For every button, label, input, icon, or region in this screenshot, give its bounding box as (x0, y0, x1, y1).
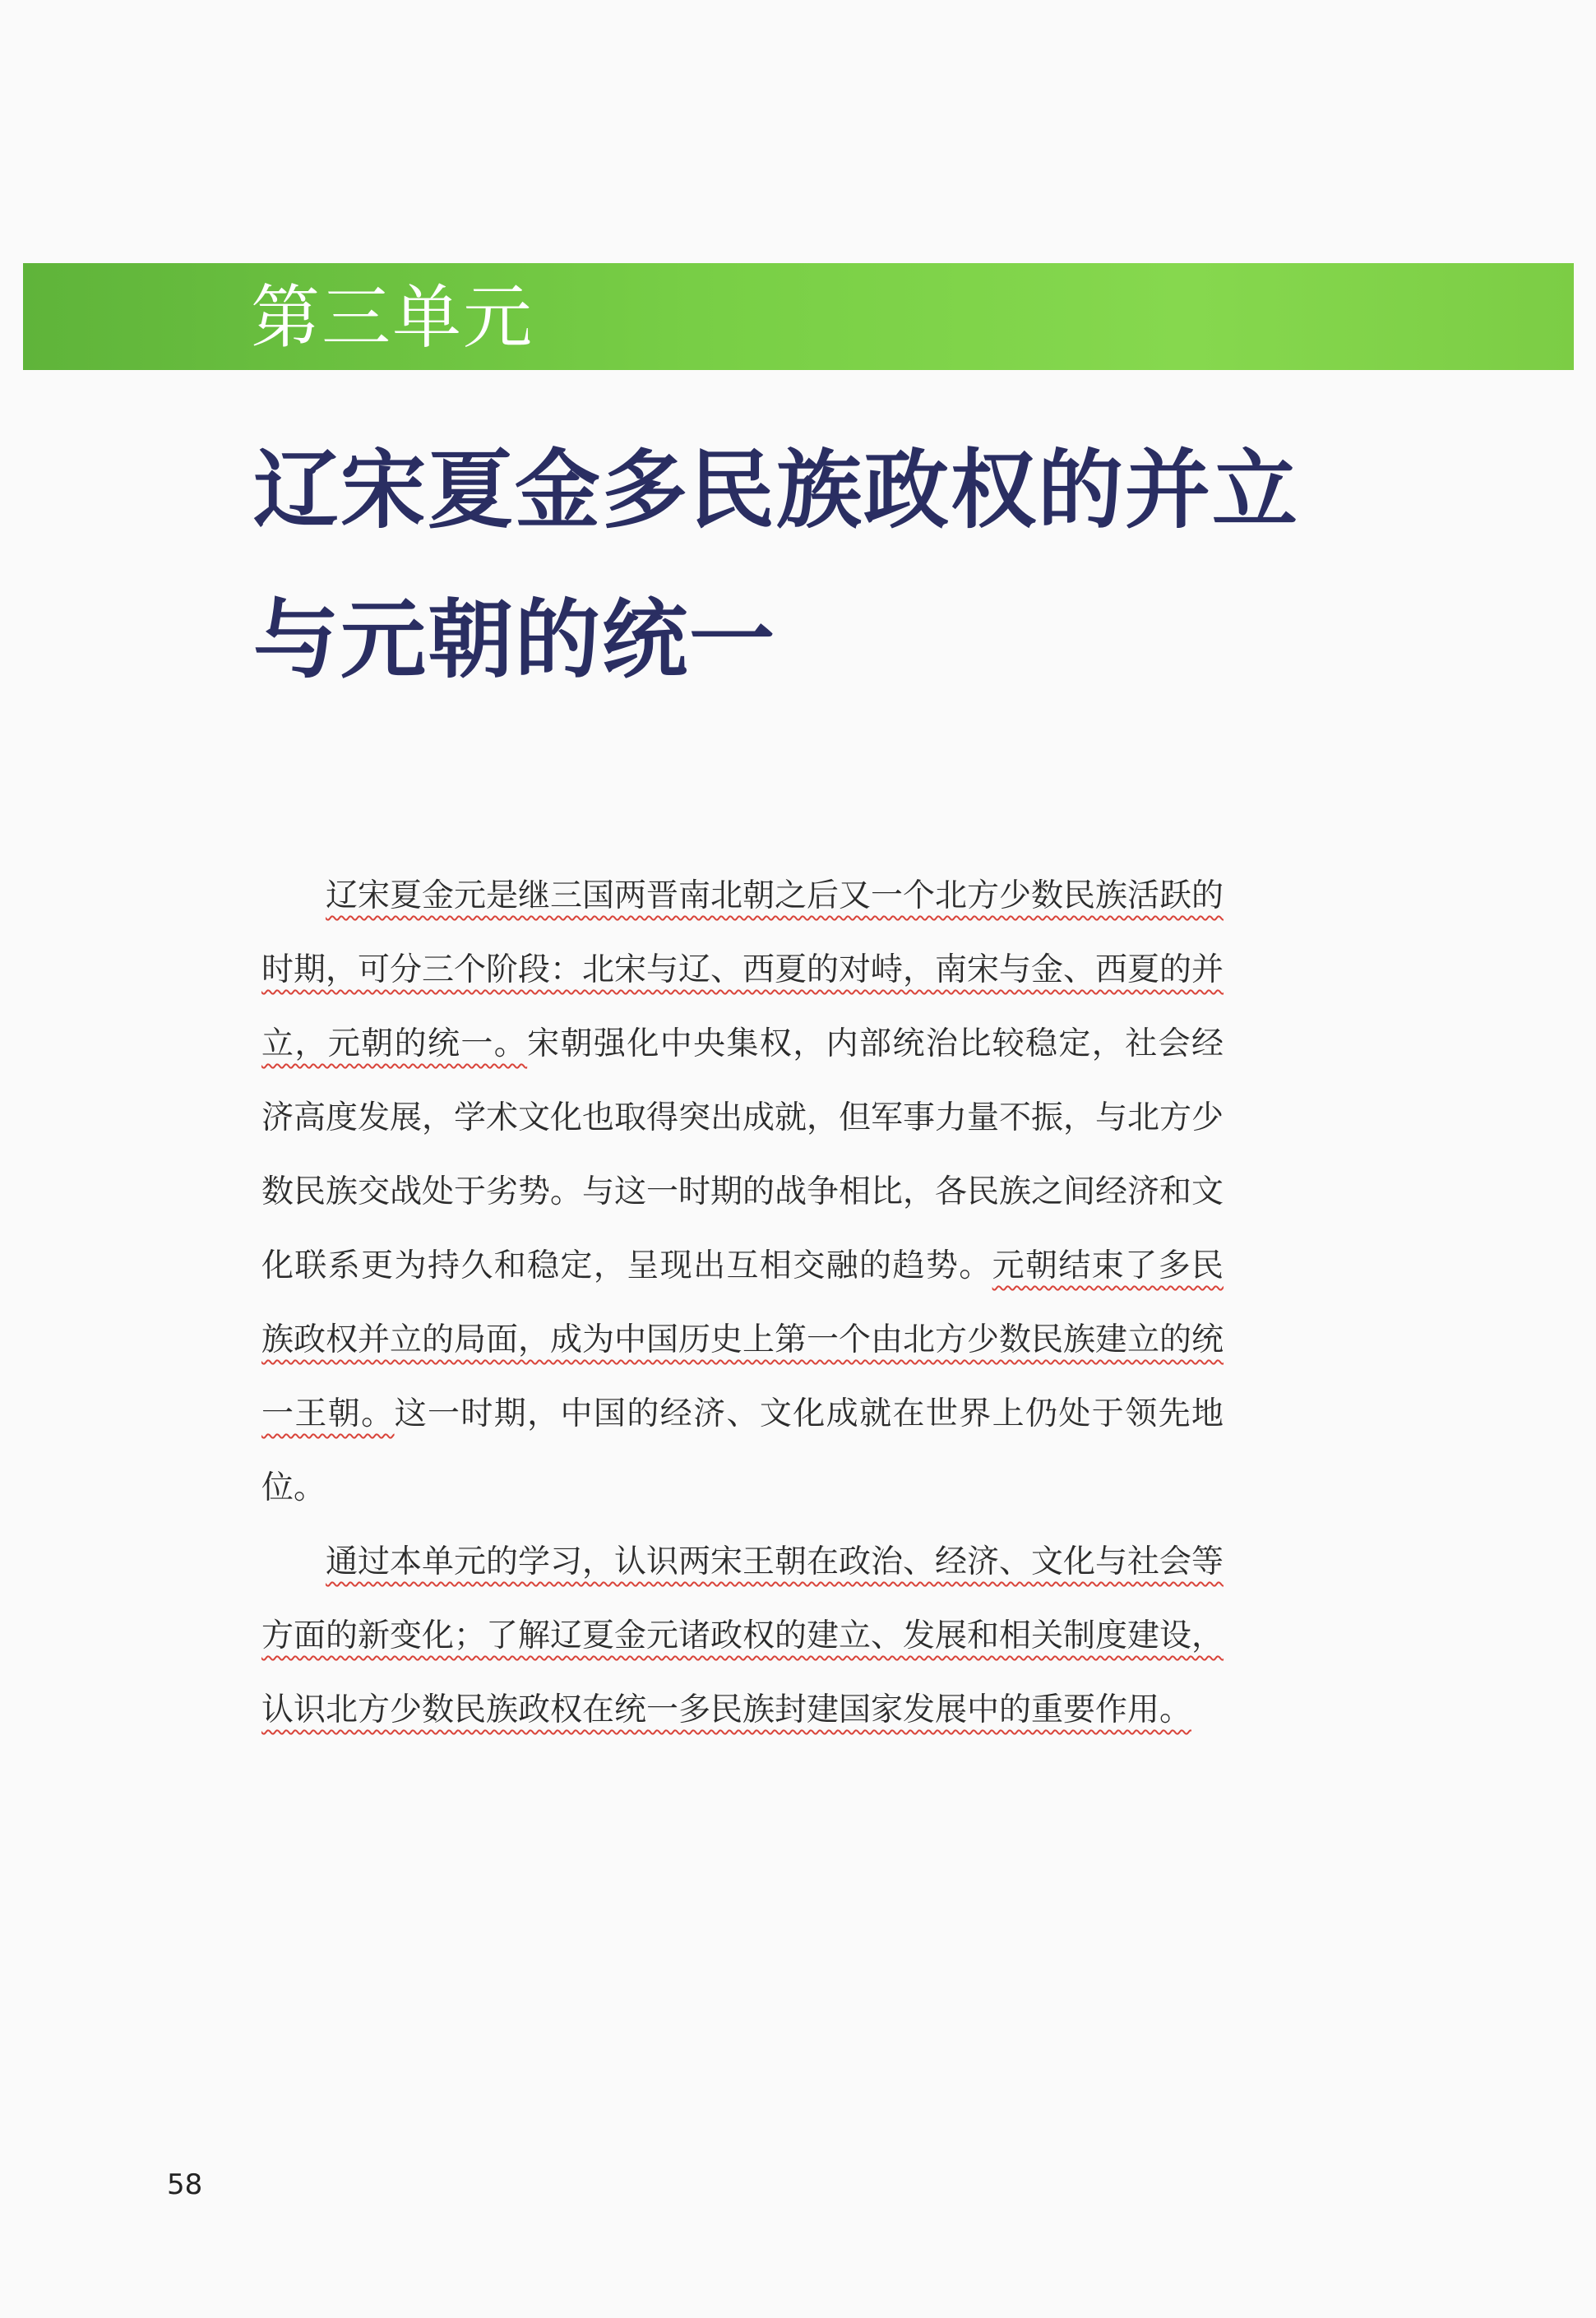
unit-title-line-1: 辽宋夏金多民族政权的并立 (253, 439, 1300, 540)
intro-p2-key-text: 通过本单元的学习，认识两宋王朝在政治、经济、文化与社会等方面的新变化；了解辽夏金元诸政权的建立、发展和相关制度建设，认识北方少数民族政权在统一多民族封建国家发展中的重要作用。 (261, 1543, 1224, 1728)
unit-title-line-2: 与元朝的统一 (253, 589, 777, 690)
unit-label: 第三单元 (251, 277, 534, 358)
intro-paragraph-1 (261, 859, 1224, 1525)
intro-paragraph-2 (261, 1525, 1224, 1747)
unit-introduction (261, 859, 1224, 1747)
intro-p1-sentence-4: 这一时期，中国的经济、文化成就在世界上仍处于领先地位。 (261, 1395, 1224, 1506)
intro-p1-key-sentence-1: 辽宋夏金元是继三国两晋南北朝之后又一个北方少数民族活跃的时期，可分三个阶段：北宋与辽、西夏的对峙，南宋与金、西夏的并立，元朝的统一。 (261, 877, 1224, 1062)
unit-title (253, 415, 1322, 715)
page-number: 58 (167, 2168, 203, 2201)
intro-p1-sentence-2: 宋朝强化中央集权，内部统治比较稳定，社会经济高度发展，学术文化也取得突出成就，但军事力量不振，与北方少数民族交战处于劣势。与这一时期的战争相比，各民族之间经济和文化联系更为持久和稳定，呈现出互相交融的趋势。 (261, 1025, 1224, 1284)
intro-p1-key-sentence-3: 元朝结束了多民族政权并立的局面，成为中国历史上第一个由北方少数民族建立的统一王朝。 (261, 1247, 1224, 1432)
